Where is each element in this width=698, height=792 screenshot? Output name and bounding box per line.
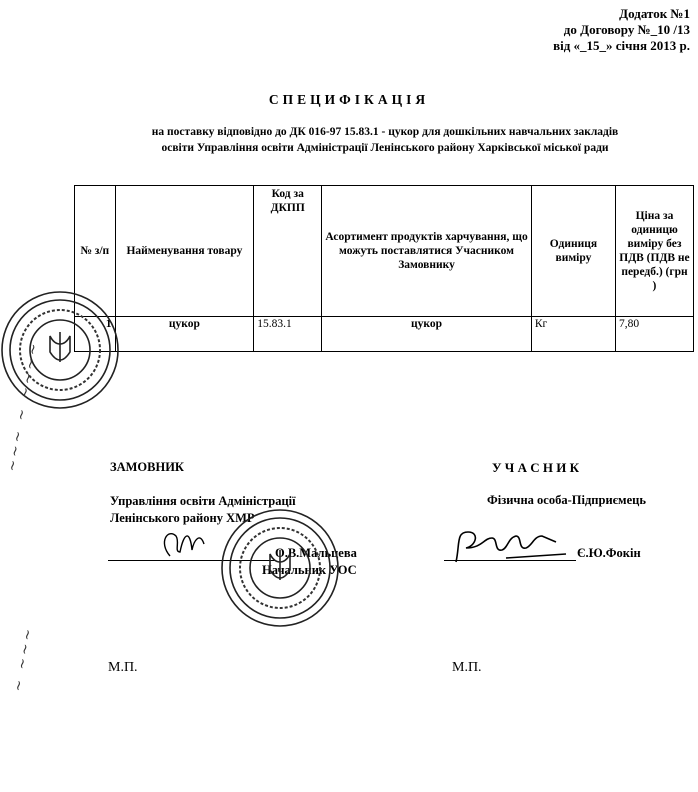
cell-name: цукор [115, 317, 254, 352]
side-handwriting-lower: ~ ~~~ [10, 624, 38, 693]
annex-number: Додаток №1 [619, 6, 690, 21]
supplier-signer: Є.Ю.Фокін [577, 546, 641, 560]
supplier-org: Фізична особа-Підприємець [487, 493, 646, 507]
cell-price: 7,80 [615, 317, 693, 352]
cell-number: 1 [75, 317, 116, 352]
col-header-unit: Одиниця виміру [531, 186, 615, 317]
customer-org-line-1: Управління освіти Адміністрації [110, 494, 296, 508]
side-handwriting-upper: ~~~ ~ ~~~~ [4, 339, 43, 473]
table-header-row [75, 186, 694, 317]
specification-table [74, 185, 694, 352]
header-annex [553, 6, 690, 54]
subtitle-line-1: на поставку відповідно до ДК 016-97 15.83.1 - цукор для дошкільних навчальних закладів [151, 126, 619, 138]
supplier-heading: У Ч А С Н И К [492, 460, 580, 475]
supplier-signature [446, 524, 576, 568]
document-title: СПЕЦИФІКАЦІЯ [268, 92, 430, 107]
cell-unit: Кг [531, 317, 615, 352]
customer-signature [150, 522, 210, 562]
contract-number: до Договору №_10 /13 [563, 22, 690, 37]
document-subtitle [60, 124, 698, 156]
col-header-name: Найменування товару [115, 186, 254, 317]
customer-heading: ЗАМОВНИК [110, 460, 184, 474]
customer-org-line-2: Ленінського району ХМР [110, 511, 255, 525]
center-stamp [218, 506, 342, 630]
contract-date: від «_15_» січня 2013 р. [553, 38, 690, 53]
col-header-code: Код за ДКПП [254, 186, 322, 317]
col-header-number: № з/п [75, 186, 116, 317]
cell-code: 15.83.1 [254, 317, 322, 352]
table-row [75, 317, 694, 352]
customer-signer: О.В.Мальцева [275, 546, 357, 560]
cell-assortment: цукор [322, 317, 532, 352]
col-header-price: Ціна за одиницю виміру без ПДВ (ПДВ не передб.) (грн ) [615, 186, 693, 317]
trident-emblem-icon [50, 332, 70, 362]
col-header-assortment: Асортимент продуктів харчування, що можуть поставлятися Учасником Замовнику [322, 186, 532, 317]
supplier-seal-place: М.П. [452, 660, 482, 675]
trident-emblem-icon [270, 550, 290, 580]
subtitle-line-2: освіти Управління освіти Адміністрації Ленінського району Харківської міської ради [161, 142, 609, 154]
customer-position: Начальник УОС [262, 563, 357, 577]
customer-seal-place: М.П. [108, 660, 138, 675]
